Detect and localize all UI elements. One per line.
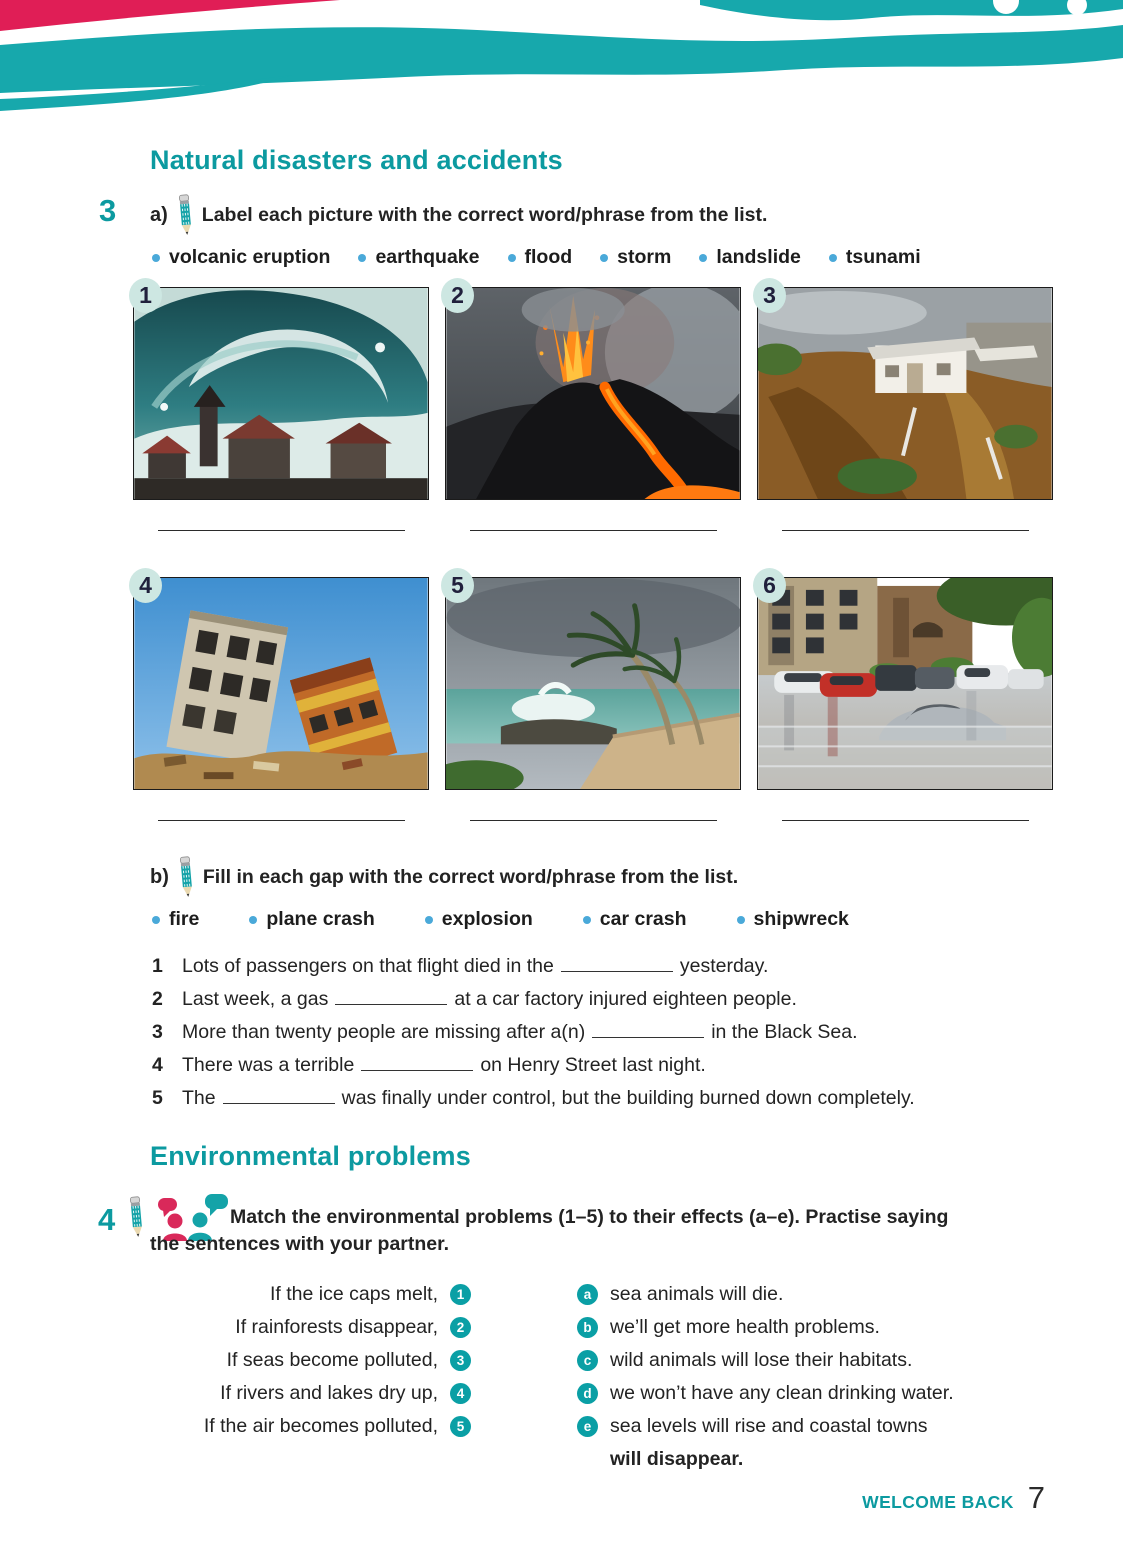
sentence-number: 4 [152, 1054, 163, 1076]
bullet-icon [425, 916, 433, 924]
footer-unit-label: WELCOME BACK [862, 1492, 1014, 1512]
word-item [600, 246, 671, 269]
word-label: flood [524, 246, 573, 268]
exercise-4-instruction-line1: Match the environmental problems (1–5) to their effects (a–e). Practise saying [230, 1206, 949, 1228]
bullet-icon [600, 254, 608, 262]
sentence-1 [152, 950, 915, 983]
word-label: volcanic eruption [169, 246, 331, 268]
effect-letter-circle: c [577, 1350, 598, 1371]
page-footer [705, 1480, 1045, 1516]
volcanic-eruption-photo [445, 287, 741, 500]
sentence-text: Last week, a gas [182, 988, 329, 1010]
sentence-number: 5 [152, 1087, 163, 1109]
header-wave-band [0, 0, 1123, 112]
picture-1 [133, 282, 429, 500]
effect-text-line2: will disappear. [610, 1448, 744, 1470]
sentence-4 [152, 1049, 915, 1082]
pencil-icon [126, 1196, 146, 1238]
picture-number-badge: 1 [129, 278, 162, 313]
sentence-text: at a car factory injured eighteen people. [454, 988, 797, 1010]
bullet-icon [358, 254, 366, 262]
effect-text: sea animals will die. [610, 1283, 784, 1305]
word-item [583, 908, 687, 931]
exercise-4-instruction-line2: the sentences with your partner. [150, 1233, 450, 1255]
picture-number-badge: 5 [441, 568, 474, 603]
picture-number-badge: 3 [753, 278, 786, 313]
bullet-icon [152, 916, 160, 924]
word-item [425, 908, 533, 931]
word-item [358, 246, 479, 269]
bullet-icon [737, 916, 745, 924]
answer-line[interactable] [470, 820, 717, 821]
section-title-environmental-problems: Environmental problems [150, 1141, 471, 1171]
word-label: plane crash [266, 908, 375, 930]
word-item [829, 246, 921, 269]
exercise-3b-header [150, 856, 738, 898]
storm-photo [445, 577, 741, 790]
picture-row-2 [133, 572, 1053, 790]
exercise-3b-instruction: Fill in each gap with the correct word/phrase from the list. [202, 865, 739, 888]
effect-letter-circle: b [577, 1317, 598, 1338]
effect-letter-circle: d [577, 1383, 598, 1404]
effect-text: wild animals will lose their habitats. [610, 1349, 913, 1371]
bullet-icon [152, 254, 160, 262]
picture-3 [757, 282, 1053, 500]
bullet-icon [583, 916, 591, 924]
bullet-icon [829, 254, 837, 262]
word-label: tsunami [845, 246, 921, 268]
picture-5 [445, 572, 741, 790]
sentence-text: on Henry Street last night. [480, 1054, 706, 1076]
word-item [249, 908, 374, 931]
sentence-3 [152, 1016, 915, 1049]
pencil-icon [175, 194, 195, 236]
sentence-number: 3 [152, 1021, 163, 1043]
problem-number-circle: 5 [450, 1416, 471, 1437]
word-label: car crash [599, 908, 687, 930]
word-list-a [152, 246, 921, 269]
answer-line[interactable] [782, 820, 1029, 821]
earthquake-photo [133, 577, 429, 790]
section-title-natural-disasters: Natural disasters and accidents [150, 145, 563, 175]
problem-number-circle: 2 [450, 1317, 471, 1338]
sentence-text: yesterday. [679, 955, 769, 977]
picture-number-badge: 6 [753, 568, 786, 603]
exercise-3a-header [150, 194, 767, 236]
sentence-text: Lots of passengers on that flight died in the [182, 955, 554, 977]
problem-number-circle: 4 [450, 1383, 471, 1404]
answer-line[interactable] [782, 530, 1029, 531]
bullet-icon [249, 916, 257, 924]
sentence-text: was finally under control, but the building burned down completely. [341, 1087, 915, 1109]
picture-number-badge: 2 [441, 278, 474, 313]
gap-fill-sentences [152, 950, 915, 1115]
answer-gap[interactable] [561, 953, 673, 972]
sentence-number: 1 [152, 955, 163, 977]
problem-text: If the ice caps melt, [270, 1283, 438, 1305]
word-item [699, 246, 801, 269]
effect-text: we won’t have any clean drinking water. [610, 1382, 954, 1404]
picture-row-1 [133, 282, 1053, 500]
exercise-3-number: 3 [99, 193, 117, 228]
flood-photo [757, 577, 1053, 790]
answer-gap[interactable] [361, 1052, 473, 1071]
picture-4 [133, 572, 429, 790]
tsunami-photo [133, 287, 429, 500]
exercise-4-number: 4 [98, 1202, 116, 1237]
effect-text [610, 1410, 928, 1476]
word-item [152, 246, 330, 269]
word-label: landslide [716, 246, 801, 268]
picture-6 [757, 572, 1053, 790]
answer-line-row-2 [133, 820, 1053, 821]
problem-number-circle: 3 [450, 1350, 471, 1371]
answer-gap[interactable] [592, 1019, 704, 1038]
picture-2 [445, 282, 741, 500]
matching-row [150, 1311, 954, 1344]
word-label: shipwreck [753, 908, 849, 930]
landslide-photo [757, 287, 1053, 500]
bullet-icon [508, 254, 516, 262]
problem-text: If the air becomes polluted, [203, 1415, 438, 1437]
sentence-number: 2 [152, 988, 163, 1010]
answer-gap[interactable] [223, 1085, 335, 1104]
page-number: 7 [1027, 1480, 1045, 1515]
answer-line-row-1 [133, 530, 1053, 531]
part-a-label: a) [150, 203, 168, 226]
sentence-text: There was a terrible [182, 1054, 355, 1076]
matching-row [150, 1410, 954, 1476]
picture-number-badge: 4 [129, 568, 162, 603]
sentence-5 [152, 1082, 915, 1115]
answer-gap[interactable] [335, 986, 447, 1005]
problem-number-circle: 1 [450, 1284, 471, 1305]
effect-letter-circle: e [577, 1416, 598, 1437]
sentence-2 [152, 983, 915, 1016]
sentence-text: More than twenty people are missing after a(n) [182, 1021, 586, 1043]
effect-letter-circle: a [577, 1284, 598, 1305]
problem-text: If seas become polluted, [226, 1349, 438, 1371]
matching-row [150, 1377, 954, 1410]
sentence-text: The [182, 1087, 216, 1109]
word-label: storm [617, 246, 672, 268]
exercise-3a-instruction: Label each picture with the correct word/phrase from the list. [201, 203, 768, 226]
problem-text: If rivers and lakes dry up, [220, 1382, 438, 1404]
word-label: fire [169, 908, 200, 930]
word-item [152, 908, 199, 931]
pencil-icon [176, 856, 196, 898]
sentence-text: in the Black Sea. [711, 1021, 858, 1043]
word-item [737, 908, 849, 931]
matching-exercise [150, 1278, 954, 1476]
answer-line[interactable] [158, 820, 405, 821]
matching-row [150, 1344, 954, 1377]
matching-row [150, 1278, 954, 1311]
problem-text: If rainforests disappear, [235, 1316, 438, 1338]
effect-text: we’ll get more health problems. [610, 1316, 880, 1338]
effect-text-line1: sea levels will rise and coastal towns [610, 1415, 928, 1437]
word-label: explosion [441, 908, 533, 930]
word-item [508, 246, 573, 269]
answer-line[interactable] [158, 530, 405, 531]
bullet-icon [699, 254, 707, 262]
answer-line[interactable] [470, 530, 717, 531]
word-label: earthquake [375, 246, 480, 268]
word-list-b [152, 908, 849, 931]
part-b-label: b) [150, 865, 169, 888]
